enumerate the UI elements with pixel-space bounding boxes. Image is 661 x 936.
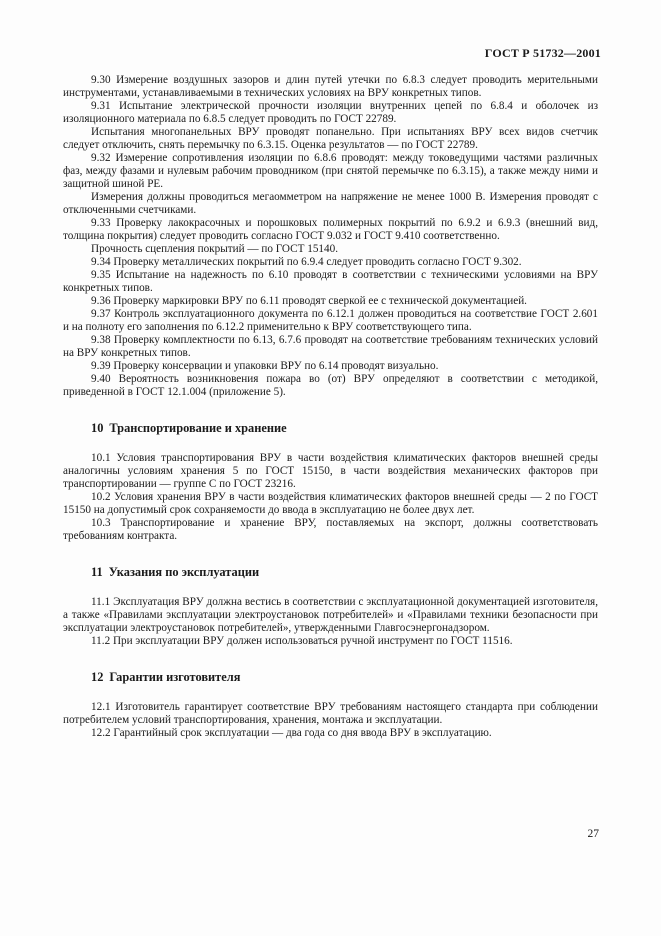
paragraph-10-1: 10.1 Условия транспортирования ВРУ в части воздействия климатических факторов внешней среды аналогичны условиям хранения 5 по ГОСТ 15150, в части воздействия механических факторов при транспортировании — группе С по ГОСТ 23216.	[63, 452, 598, 490]
paragraph-11-1: 11.1 Эксплуатация ВРУ должна вестись в соответствии с эксплуатационной документацией изготовителя, а также «Правилами эксплуатации электроустановок потребителей» и «Правилами техники безопасности при эксплуатации электроустановок потребителей», утвержденными Главгосэнергонадзором.	[63, 596, 598, 634]
paragraph-9-39: 9.39 Проверку консервации и упаковки ВРУ по 6.14 проводят визуально.	[91, 360, 439, 372]
section-12-number: 12	[91, 670, 104, 684]
paragraph-12-2: 12.2 Гарантийный срок эксплуатации — два года со дня ввода ВРУ в эксплуатацию.	[91, 727, 492, 739]
paragraph-9-33-adhesion: Прочность сцепления покрытий — по ГОСТ 15140.	[91, 243, 338, 255]
paragraph-9-33: 9.33 Проверку лакокрасочных и порошковых полимерных покрытий по 6.9.2 и 6.9.3 (внешний вид, толщина покрытия) следует проводить согласно ГОСТ 9.032 и ГОСТ 9.410 соответственно.	[63, 217, 598, 242]
section-10-heading	[63, 421, 598, 435]
section-12-heading	[63, 670, 598, 684]
paragraph-12-1: 12.1 Изготовитель гарантирует соответствие ВРУ требованиям настоящего стандарта при соблюдении потребителем условий транспортирования, хранения, монтажа и эксплуатации.	[63, 701, 598, 726]
paragraph-9-31: 9.31 Испытание электрической прочности изоляции внутренних цепей по 6.8.4 и оболочек из изоляционного материала по 6.8.5 следует проводить по ГОСТ 22789.	[63, 100, 598, 125]
paragraph-9-32-megohmmeter: Измерения должны проводиться мегаомметром на напряжение не менее 1000 В. Измерения проводят с отключенными счетчиками.	[63, 191, 598, 216]
section-10-title: Транспортирование и хранение	[109, 421, 287, 435]
paragraph-10-2: 10.2 Условия хранения ВРУ в части воздействия климатических факторов внешней среды — 2 по ГОСТ 15150 на допустимый срок сохраняемости до ввода в эксплуатацию не более двух лет.	[63, 491, 598, 516]
paragraph-9-38: 9.38 Проверку комплектности по 6.13, 6.7.6 проводят на соответствие требованиям технических условий на ВРУ конкретных типов.	[63, 334, 598, 359]
paragraph-9-34: 9.34 Проверку металлических покрытий по 6.9.4 следует проводить согласно ГОСТ 9.302.	[91, 256, 522, 268]
document-body	[63, 74, 598, 740]
paragraph-10-3: 10.3 Транспортирование и хранение ВРУ, поставляемых на экспорт, должны соответствовать требованиям контракта.	[63, 517, 598, 542]
paragraph-9-35: 9.35 Испытание на надежность по 6.10 проводят в соответствии с техническими условиями на ВРУ конкретных типов.	[63, 269, 598, 294]
section-11-title: Указания по эксплуатации	[108, 565, 260, 579]
paragraph-9-32: 9.32 Измерение сопротивления изоляции по 6.8.6 проводят: между токоведущими частями различных фаз, между фазами и нулевым рабочим проводником (при снятой перемычке по 6.3.15), а также между ними и защитной шиной PE.	[63, 152, 598, 190]
paragraph-9-40: 9.40 Вероятность возникновения пожара во (от) ВРУ определяют в соответствии с методикой, приведенной в ГОСТ 12.1.004 (приложение 5).	[63, 373, 598, 398]
section-11-number: 11	[91, 565, 103, 579]
section-10-number: 10	[91, 421, 104, 435]
document-code-header: ГОСТ Р 51732—2001	[484, 46, 601, 60]
paragraph-9-30: 9.30 Измерение воздушных зазоров и длин путей утечки по 6.8.3 следует проводить мерительными инструментами, устанавливаемыми в технических условиях на ВРУ конкретных типов.	[63, 74, 598, 99]
paragraph-9-31-multipanel: Испытания многопанельных ВРУ проводят попанельно. При испытаниях ВРУ всех видов счетчик следует отключить, снять перемычку по 6.3.15. Оценка результатов — по ГОСТ 22789.	[63, 126, 598, 151]
paragraph-9-37: 9.37 Контроль эксплуатационного документа по 6.12.1 должен проводиться на соответствие ГОСТ 2.601 и на полноту его заполнения по 6.12.2 применительно к ВРУ соответствующего типа.	[63, 308, 598, 333]
section-11-heading	[63, 565, 598, 579]
paragraph-9-36: 9.36 Проверку маркировки ВРУ по 6.11 проводят сверкой ее с технической документацией.	[91, 295, 527, 307]
section-12-title: Гарантии изготовителя	[109, 670, 241, 684]
page-number: 27	[587, 828, 599, 840]
paragraph-11-2: 11.2 При эксплуатации ВРУ должен использоваться ручной инструмент по ГОСТ 11516.	[91, 635, 513, 647]
